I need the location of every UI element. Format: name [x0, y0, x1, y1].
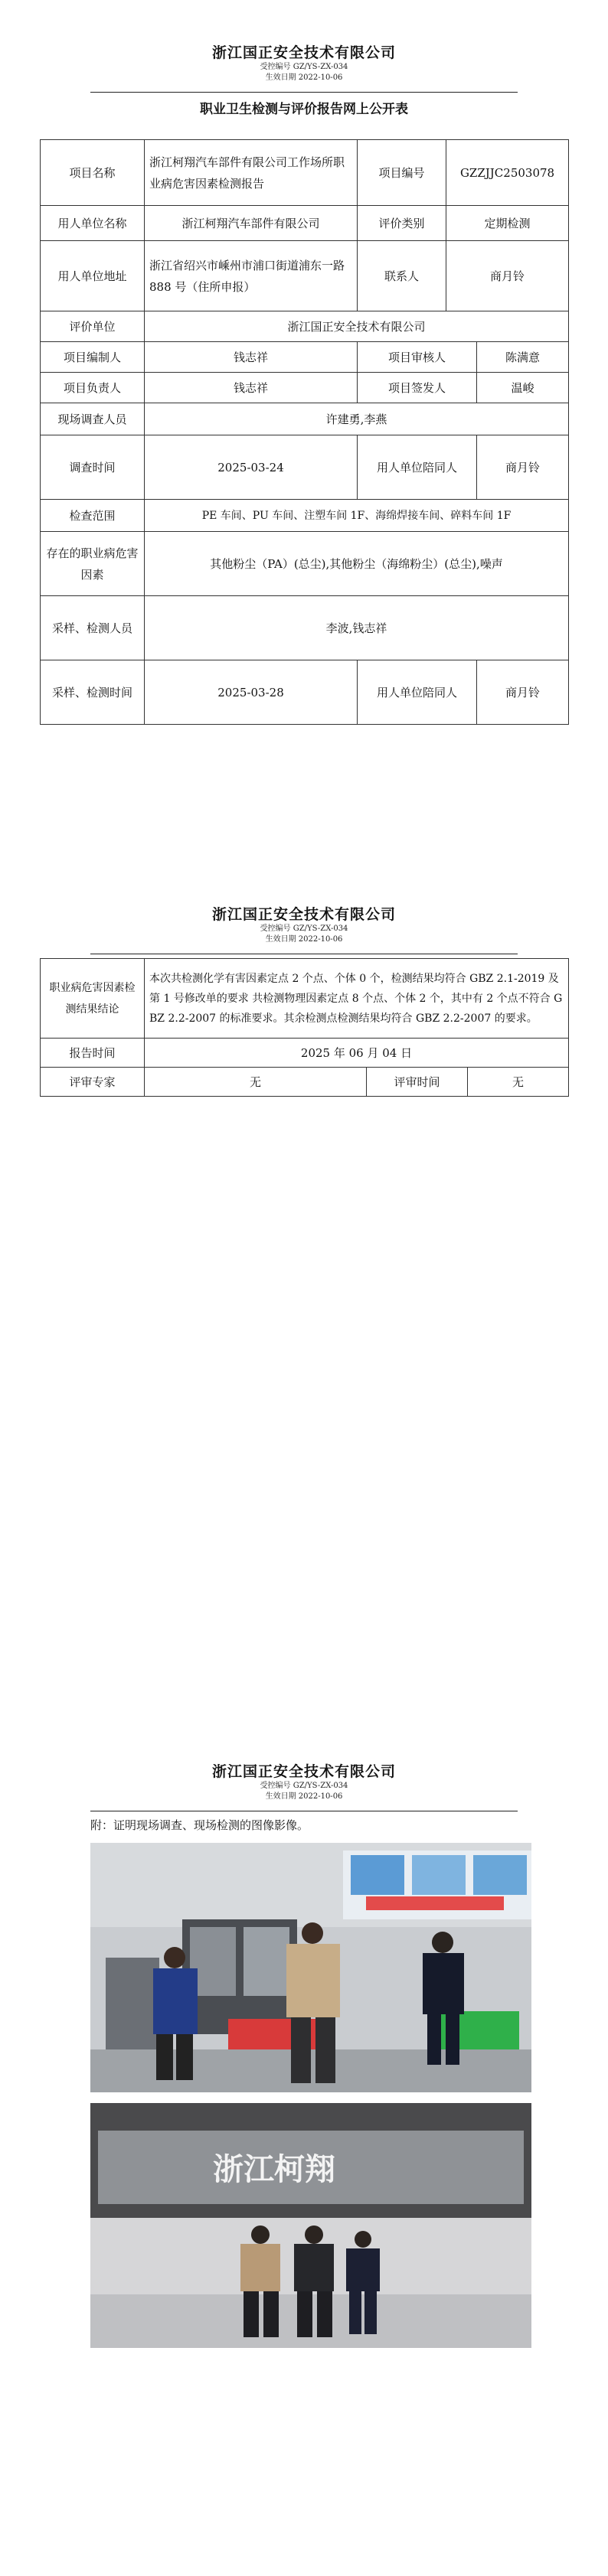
table-row [41, 311, 569, 342]
cell-expert: 无 [145, 1068, 367, 1097]
table-row [41, 596, 569, 660]
cell-label: 用人单位名称 [41, 206, 145, 241]
report-table [40, 139, 569, 725]
cell-label: 项目编号 [358, 140, 446, 206]
table-row [41, 403, 569, 435]
cell-leader: 钱志祥 [145, 373, 358, 403]
cell-sample-time: 2025-03-28 [145, 660, 358, 725]
cell-label: 项目签发人 [358, 373, 477, 403]
cell-label: 用人单位地址 [41, 241, 145, 311]
cell-employer: 浙江柯翔汽车部件有限公司 [145, 206, 358, 241]
cell-label: 评价单位 [41, 311, 145, 342]
site-investigation-photo [90, 1843, 531, 2092]
cell-label: 评价类别 [358, 206, 446, 241]
cell-review-time: 无 [468, 1068, 569, 1097]
cell-label: 检查范围 [41, 500, 145, 532]
page3-header [0, 1760, 608, 1802]
cell-label: 现场调查人员 [41, 403, 145, 435]
company-name: 浙江国正安全技术有限公司 [211, 44, 396, 61]
cell-conclusion: 本次共检测化学有害因素定点 2 个点、个体 0 个，检测结果均符合 GBZ 2.1-2019 及第 1 号修改单的要求 共检测物理因素定点 8 个点、个体 2 个，其中有 2 个点不符合 GBZ 2.2-2007 的标准要求。其余检测点检测结果均符合 GBZ 2.2-2007 的要求。 [145, 959, 569, 1039]
table-row [41, 1068, 569, 1097]
cell-label: 评审专家 [41, 1068, 145, 1097]
table-row [41, 532, 569, 596]
table-row [41, 435, 569, 500]
cell-label: 评审时间 [367, 1068, 468, 1097]
cell-reviewer: 陈满意 [477, 342, 569, 373]
cell-label: 职业病危害因素检测结果结论 [41, 959, 145, 1039]
table-row [41, 241, 569, 311]
cell-survey-time: 2025-03-24 [145, 435, 358, 500]
cell-label: 采样、检测人员 [41, 596, 145, 660]
effective-date: 生效日期 2022-10-06 [265, 935, 343, 944]
table-row [41, 660, 569, 725]
page1-header [0, 41, 608, 83]
table-row [41, 1039, 569, 1068]
cell-label: 用人单位陪同人 [358, 660, 477, 725]
cell-label: 项目审核人 [358, 342, 477, 373]
workshop-scene [90, 1843, 531, 2092]
table-row [41, 206, 569, 241]
table-row [41, 140, 569, 206]
site-testing-photo [90, 2103, 531, 2348]
table-row [41, 342, 569, 373]
table-row [41, 500, 569, 532]
cell-contact: 商月铃 [446, 241, 569, 311]
cell-compiler: 钱志祥 [145, 342, 358, 373]
control-number: 受控编号 GZ/YS-ZX-034 [260, 924, 348, 933]
header-rule [90, 92, 518, 93]
cell-scope: PE 车间、PU 车间、注塑车间 1F、海绵焊接车间、碎料车间 1F [145, 500, 569, 532]
effective-date: 生效日期 2022-10-06 [265, 1792, 343, 1801]
cell-eval-unit: 浙江国正安全技术有限公司 [145, 311, 569, 342]
cell-hazards: 其他粉尘（PA）(总尘),其他粉尘（海绵粉尘）(总尘),噪声 [145, 532, 569, 596]
cell-eval-type: 定期检测 [446, 206, 569, 241]
cell-investigators: 许建勇,李燕 [145, 403, 569, 435]
company-name: 浙江国正安全技术有限公司 [211, 1763, 396, 1780]
cell-report-time: 2025 年 06 月 04 日 [145, 1039, 569, 1068]
cell-project-name: 浙江柯翔汽车部件有限公司工作场所职业病危害因素检测报告 [145, 140, 358, 206]
cell-label: 联系人 [358, 241, 446, 311]
cell-samplers: 李波,钱志祥 [145, 596, 569, 660]
cell-label: 存在的职业病危害因素 [41, 532, 145, 596]
attachment-note: 附：证明现场调查、现场检测的图像影像。 [90, 1818, 309, 1832]
cell-label: 用人单位陪同人 [358, 435, 477, 500]
control-number: 受控编号 GZ/YS-ZX-034 [260, 63, 348, 71]
cell-label: 项目负责人 [41, 373, 145, 403]
reception-scene [90, 2103, 531, 2348]
cell-escort1: 商月铃 [477, 435, 569, 500]
report-title: 职业卫生检测与评价报告网上公开表 [200, 102, 408, 117]
cell-label: 调查时间 [41, 435, 145, 500]
table-row [41, 373, 569, 403]
effective-date: 生效日期 2022-10-06 [265, 73, 343, 82]
cell-label: 项目名称 [41, 140, 145, 206]
cell-issuer: 温峻 [477, 373, 569, 403]
cell-project-no: GZZJJC2503078 [446, 140, 569, 206]
control-number: 受控编号 GZ/YS-ZX-034 [260, 1782, 348, 1790]
company-name: 浙江国正安全技术有限公司 [211, 906, 396, 923]
page2-header [0, 903, 608, 945]
cell-label: 报告时间 [41, 1039, 145, 1068]
cell-label: 采样、检测时间 [41, 660, 145, 725]
company-sign-text: 浙江柯翔 [213, 2152, 335, 2187]
cell-label: 项目编制人 [41, 342, 145, 373]
conclusion-table [40, 958, 569, 1097]
cell-address: 浙江省绍兴市嵊州市浦口街道浦东一路 888 号（住所申报） [145, 241, 358, 311]
cell-escort2: 商月铃 [477, 660, 569, 725]
table-row [41, 959, 569, 1039]
